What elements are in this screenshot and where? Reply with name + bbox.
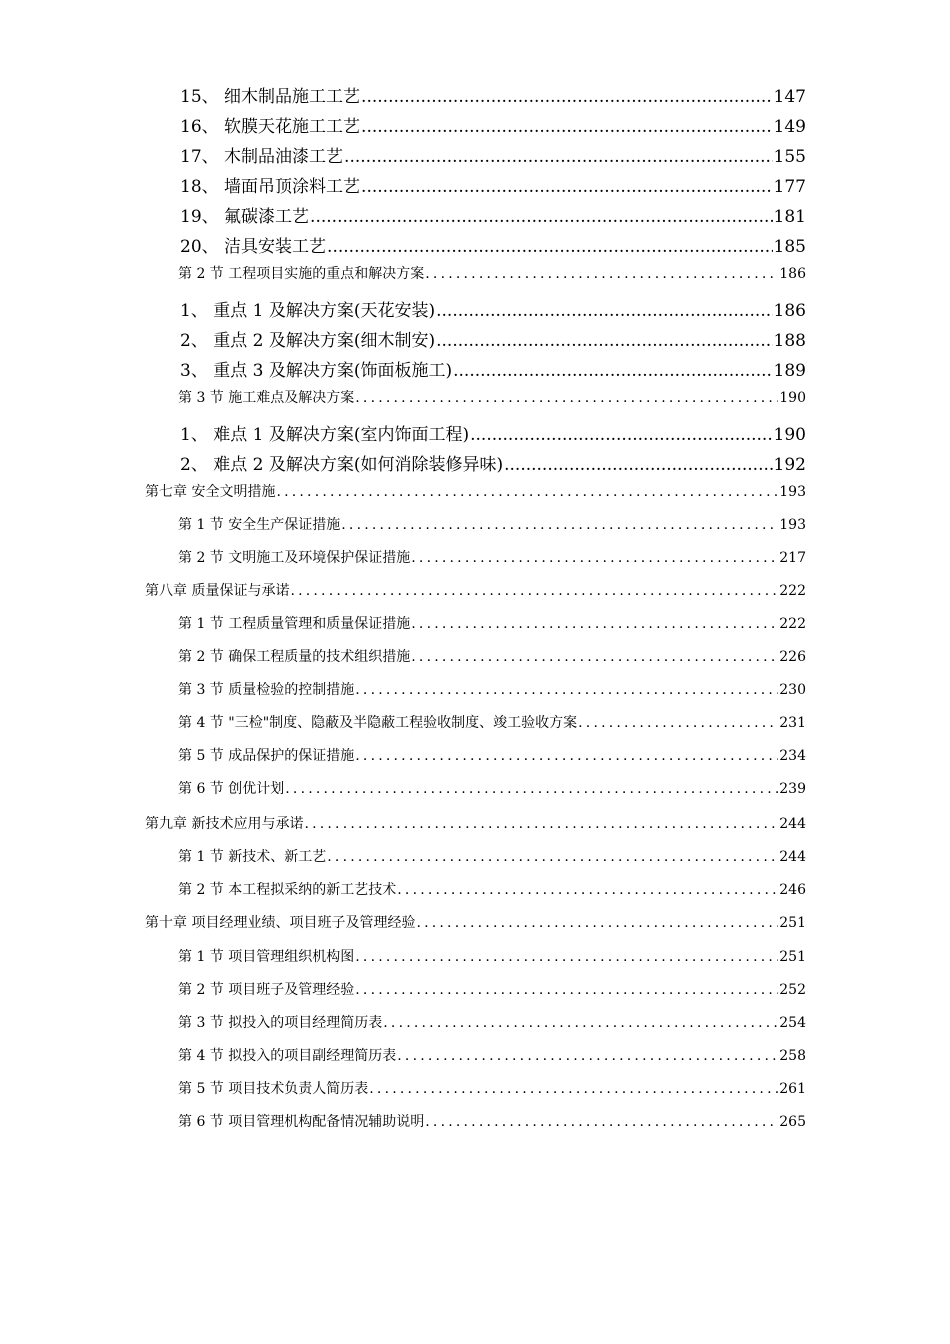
dot-leader xyxy=(355,949,778,965)
toc-entry-title: 3、 重点 3 及解决方案(饰面板施工) xyxy=(180,361,453,381)
toc-entry[interactable] xyxy=(145,912,806,932)
dot-leader xyxy=(383,1015,778,1031)
toc-entry-page-number: 177 xyxy=(773,177,806,197)
toc-entry-title: 第 2 节 工程项目实施的重点和解决方案 xyxy=(178,266,425,282)
toc-entry-page-number: 185 xyxy=(773,237,806,257)
toc-entry-page-number: 217 xyxy=(779,550,806,566)
dot-leader xyxy=(327,237,773,257)
toc-entry[interactable] xyxy=(178,946,806,966)
toc-entry[interactable] xyxy=(178,846,806,866)
toc-entry-page-number: 226 xyxy=(779,649,806,665)
toc-entry[interactable] xyxy=(178,263,806,283)
toc-entry[interactable] xyxy=(145,813,806,833)
dot-leader xyxy=(285,781,778,797)
toc-entry[interactable] xyxy=(178,745,806,765)
dot-leader xyxy=(355,748,778,764)
toc-entry-title: 16、 软膜天花施工工艺 xyxy=(180,117,361,137)
dot-leader xyxy=(578,715,778,731)
toc-entry-page-number: 189 xyxy=(773,361,806,381)
toc-entry-title: 1、 重点 1 及解决方案(天花安装) xyxy=(180,301,436,321)
dot-leader xyxy=(397,1048,778,1064)
toc-entry[interactable] xyxy=(178,1078,806,1098)
toc-entry-page-number: 222 xyxy=(779,616,806,632)
dot-leader xyxy=(341,517,778,533)
toc-entry[interactable] xyxy=(178,613,806,633)
toc-entry[interactable] xyxy=(180,202,806,227)
dot-leader xyxy=(361,117,773,137)
toc-entry-page-number: 231 xyxy=(779,715,806,731)
toc-entry[interactable] xyxy=(178,712,806,732)
toc-entry-page-number: 181 xyxy=(773,207,806,227)
toc-entry[interactable] xyxy=(178,679,806,699)
toc-entry-title: 第 6 节 项目管理机构配备情况辅助说明 xyxy=(178,1114,425,1130)
dot-leader xyxy=(453,361,772,381)
dot-leader xyxy=(504,455,772,475)
toc-entry[interactable] xyxy=(178,1012,806,1032)
toc-entry[interactable] xyxy=(180,450,806,475)
toc-entry-title: 1、 难点 1 及解决方案(室内饰面工程) xyxy=(180,425,470,445)
dot-leader xyxy=(425,1114,778,1130)
toc-entry[interactable] xyxy=(178,514,806,534)
dot-leader xyxy=(361,87,773,107)
toc-entry-title: 第 3 节 拟投入的项目经理简历表 xyxy=(178,1015,383,1031)
toc-entry-page-number: 193 xyxy=(779,517,806,533)
toc-entry-page-number: 265 xyxy=(779,1114,806,1130)
dot-leader xyxy=(304,816,778,832)
toc-entry[interactable] xyxy=(178,1111,806,1131)
toc-entry[interactable] xyxy=(178,646,806,666)
toc-entry[interactable] xyxy=(145,481,806,501)
toc-entry-page-number: 244 xyxy=(779,849,806,865)
toc-entry-title: 18、 墙面吊顶涂料工艺 xyxy=(180,177,361,197)
toc-entry-title: 17、 木制品油漆工艺 xyxy=(180,147,344,167)
toc-entry-title: 第 3 节 质量检验的控制措施 xyxy=(178,682,355,698)
toc-entry-title: 第 2 节 项目班子及管理经验 xyxy=(178,982,355,998)
toc-entry-title: 第 2 节 本工程拟采纳的新工艺技术 xyxy=(178,882,397,898)
dot-leader xyxy=(397,882,778,898)
dot-leader xyxy=(436,331,772,351)
toc-entry[interactable] xyxy=(180,356,806,381)
toc-entry-page-number: 251 xyxy=(779,949,806,965)
toc-entry-page-number: 193 xyxy=(779,484,806,500)
toc-entry-title: 第 3 节 施工难点及解决方案 xyxy=(178,390,355,406)
dot-leader xyxy=(344,147,773,167)
toc-entry[interactable] xyxy=(178,547,806,567)
toc-entry[interactable] xyxy=(178,1045,806,1065)
toc-entry-page-number: 258 xyxy=(779,1048,806,1064)
toc-entry-title: 19、 氟碳漆工艺 xyxy=(180,207,310,227)
toc-entry[interactable] xyxy=(180,142,806,167)
toc-entry-page-number: 190 xyxy=(773,425,806,445)
toc-entry-page-number: 246 xyxy=(779,882,806,898)
dot-leader xyxy=(411,616,778,632)
dot-leader xyxy=(327,849,778,865)
dot-leader xyxy=(355,982,778,998)
toc-entry-title: 20、 洁具安装工艺 xyxy=(180,237,327,257)
toc-entry-page-number: 252 xyxy=(779,982,806,998)
toc-entry-page-number: 147 xyxy=(773,87,806,107)
toc-entry[interactable] xyxy=(180,420,806,445)
toc-entry-page-number: 230 xyxy=(779,682,806,698)
toc-entry-page-number: 254 xyxy=(779,1015,806,1031)
toc-entry[interactable] xyxy=(180,232,806,257)
dot-leader xyxy=(369,1081,778,1097)
toc-entry-title: 第 2 节 确保工程质量的技术组织措施 xyxy=(178,649,411,665)
toc-entry-title: 2、 重点 2 及解决方案(细木制安) xyxy=(180,331,436,351)
toc-entry-title: 第 4 节 拟投入的项目副经理简历表 xyxy=(178,1048,397,1064)
toc-entry[interactable] xyxy=(180,296,806,321)
toc-entry-page-number: 186 xyxy=(773,301,806,321)
toc-entry-title: 第九章 新技术应用与承诺 xyxy=(145,816,304,832)
toc-entry-page-number: 188 xyxy=(773,331,806,351)
toc-entry-title: 第 2 节 文明施工及环境保护保证措施 xyxy=(178,550,411,566)
toc-entry-page-number: 261 xyxy=(779,1081,806,1097)
toc-entry-title: 第 4 节 "三检"制度、隐蔽及半隐蔽工程验收制度、竣工验收方案 xyxy=(178,715,578,731)
toc-entry[interactable] xyxy=(180,82,806,107)
dot-leader xyxy=(361,177,773,197)
toc-entry-page-number: 251 xyxy=(779,915,806,931)
toc-entry[interactable] xyxy=(178,387,806,407)
toc-entry[interactable] xyxy=(145,580,806,600)
dot-leader xyxy=(411,550,778,566)
toc-entry-title: 2、 难点 2 及解决方案(如何消除装修异味) xyxy=(180,455,504,475)
toc-entry-title: 第 1 节 新技术、新工艺 xyxy=(178,849,327,865)
dot-leader xyxy=(355,682,778,698)
toc-entry-page-number: 155 xyxy=(773,147,806,167)
toc-entry-page-number: 222 xyxy=(779,583,806,599)
toc-entry-page-number: 192 xyxy=(773,455,806,475)
toc-entry[interactable] xyxy=(178,979,806,999)
toc-entry-title: 第 5 节 项目技术负责人简历表 xyxy=(178,1081,369,1097)
toc-entry-page-number: 149 xyxy=(773,117,806,137)
toc-entry-title: 第七章 安全文明措施 xyxy=(145,484,276,500)
dot-leader xyxy=(411,649,778,665)
toc-entry-title: 15、 细木制品施工工艺 xyxy=(180,87,361,107)
dot-leader xyxy=(436,301,772,321)
toc-entry-title: 第十章 项目经理业绩、项目班子及管理经验 xyxy=(145,915,416,931)
toc-entry-page-number: 244 xyxy=(779,816,806,832)
toc-entry[interactable] xyxy=(180,172,806,197)
toc-entry-title: 第 1 节 工程质量管理和质量保证措施 xyxy=(178,616,411,632)
dot-leader xyxy=(355,390,778,406)
toc-entry-title: 第八章 质量保证与承诺 xyxy=(145,583,290,599)
toc-entry[interactable] xyxy=(180,326,806,351)
dot-leader xyxy=(276,484,778,500)
dot-leader xyxy=(290,583,778,599)
dot-leader xyxy=(470,425,772,445)
toc-entry-title: 第 1 节 安全生产保证措施 xyxy=(178,517,341,533)
toc-entry-title: 第 1 节 项目管理组织机构图 xyxy=(178,949,355,965)
toc-entry-page-number: 239 xyxy=(779,781,806,797)
toc-entry[interactable] xyxy=(180,112,806,137)
dot-leader xyxy=(425,266,778,282)
toc-entry-title: 第 6 节 创优计划 xyxy=(178,781,285,797)
dot-leader xyxy=(416,915,778,931)
toc-entry-page-number: 186 xyxy=(779,266,806,282)
toc-entry[interactable] xyxy=(178,879,806,899)
toc-entry-title: 第 5 节 成品保护的保证措施 xyxy=(178,748,355,764)
dot-leader xyxy=(310,207,773,227)
toc-entry[interactable] xyxy=(178,778,806,798)
toc-entry-page-number: 234 xyxy=(779,748,806,764)
toc-entry-page-number: 190 xyxy=(779,390,806,406)
